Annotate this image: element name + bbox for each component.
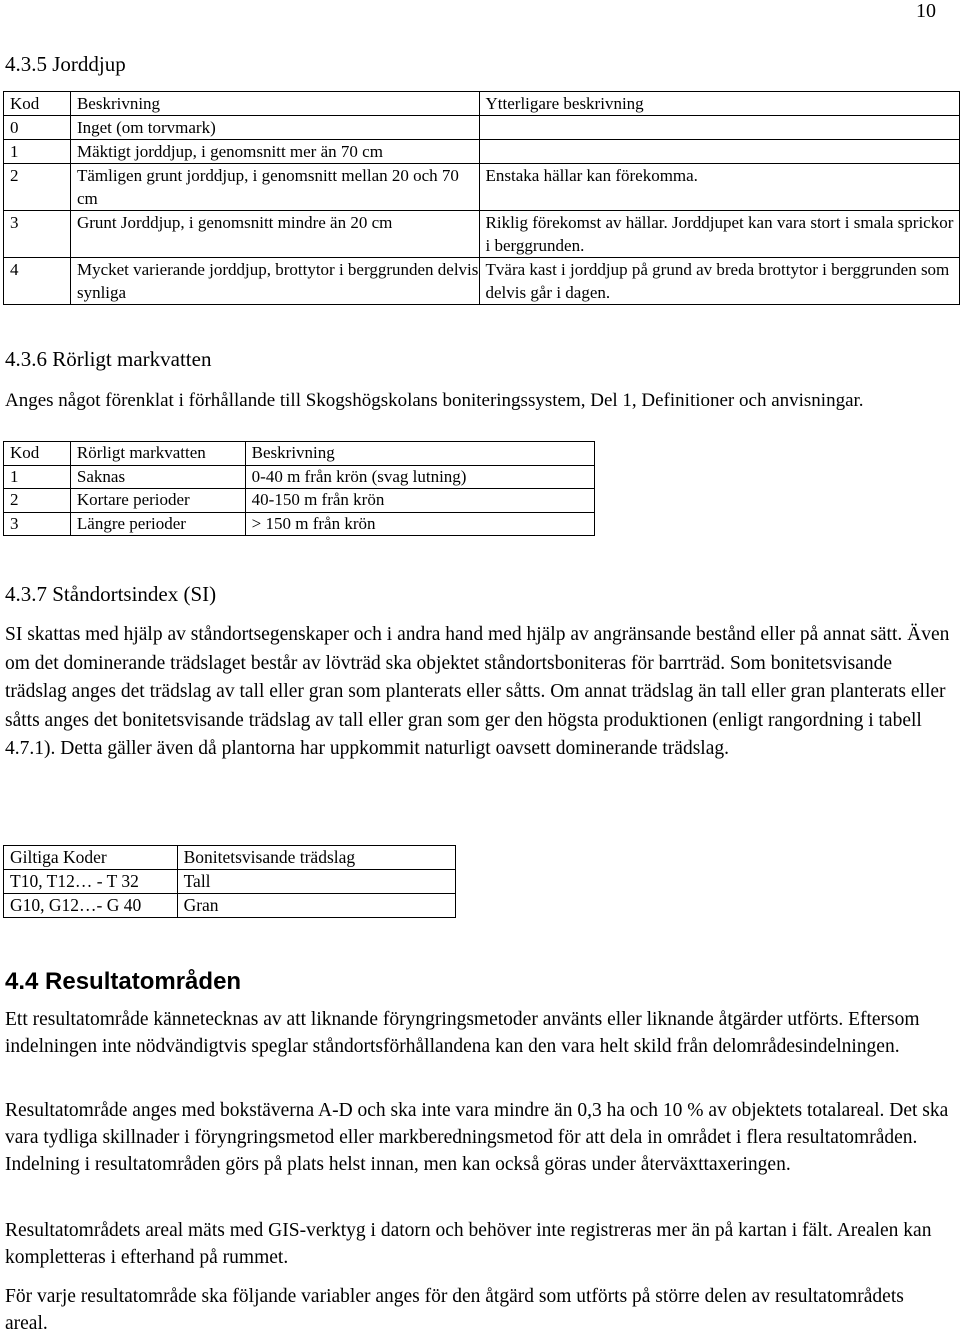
beskrivning-cell: > 150 m från krön: [245, 512, 594, 536]
markvatten-cell: Längre perioder: [70, 512, 245, 536]
beskrivning-cell: Mycket varierande jorddjup, brottytor i berggrunden delvis synliga: [70, 258, 479, 305]
header-cell: Giltiga Koder: [4, 846, 178, 870]
section-title-markvatten: 4.3.6 Rörligt markvatten: [5, 347, 212, 371]
page-number: 10: [916, 0, 936, 22]
kod-cell: 2: [4, 164, 71, 211]
header-cell: Kod: [4, 92, 71, 116]
beskrivning-cell: Tämligen grunt jorddjup, i genomsnitt mellan 20 och 70 cm: [70, 164, 479, 211]
ytterligare-cell: Riklig förekomst av hällar. Jorddjupet kan vara stort i smala sprickor i berggrunden.: [479, 211, 959, 258]
section-title-jorddjup: 4.3.5 Jorddjup: [5, 52, 126, 76]
table-row: [4, 258, 960, 305]
markvatten-cell: Saknas: [70, 465, 245, 489]
beskrivning-cell: Mäktigt jorddjup, i genomsnitt mer än 70 cm: [70, 140, 479, 164]
table-row: [4, 164, 960, 211]
kod-cell: 4: [4, 258, 71, 305]
kod-cell: 0: [4, 116, 71, 140]
beskrivning-cell: Grunt Jorddjup, i genomsnitt mindre än 20 cm: [70, 211, 479, 258]
header-cell: Bonitetsvisande trädslag: [177, 846, 455, 870]
tradslag-cell: Tall: [177, 870, 455, 894]
kod-cell: 2: [4, 489, 71, 513]
table-row: [4, 894, 456, 918]
tradslag-cell: Gran: [177, 894, 455, 918]
table-row: [4, 211, 960, 258]
kod-cell: 1: [4, 140, 71, 164]
beskrivning-cell: 0-40 m från krön (svag lutning): [245, 465, 594, 489]
bonitet-table: [3, 845, 456, 918]
resultat-paragraph-1: Ett resultatområde kännetecknas av att liknande föryngringsmetoder använts eller liknande åtgärder utförts. Eftersom indelningen inte nödvändigtvis speglar ståndortsförhållandena kan den vara helt skild från delområdesindelningen.: [5, 1009, 920, 1057]
resultat-paragraph-2: Resultatområde anges med bokstäverna A-D och ska inte vara mindre än 0,3 ha och 10 % av objektets totalareal. Det ska vara tydliga skillnader i föryngringsmetod eller markberedningsmetod för att dela in området i flera resultatområden. Indelning i resultatområden görs på plats helst innan, men kan också göras under återväxttaxeringen.: [5, 1100, 949, 1175]
header-cell: Ytterligare beskrivning: [479, 92, 959, 116]
ytterligare-cell: [479, 116, 959, 140]
markvatten-cell: Kortare perioder: [70, 489, 245, 513]
table-row: [4, 140, 960, 164]
kod-cell: 3: [4, 512, 71, 536]
ytterligare-cell: Enstaka hällar kan förekomma.: [479, 164, 959, 211]
header-cell: Kod: [4, 442, 71, 466]
header-cell: Rörligt markvatten: [70, 442, 245, 466]
kod-cell: 1: [4, 465, 71, 489]
resultat-paragraph-4: För varje resultatområde ska följande variabler anges för den åtgärd som utförts på större delen av resultatområdets areal.: [5, 1286, 904, 1334]
koder-cell: G10, G12…- G 40: [4, 894, 178, 918]
markvatten-intro: Anges något förenklat i förhållande till Skogshögskolans boniteringssystem, Del 1, Definitioner och anvisningar.: [5, 390, 864, 411]
ytterligare-cell: Tvära kast i jorddjup på grund av breda brottytor i berggrunden som delvis går i dagen.: [479, 258, 959, 305]
table-header-row: [4, 846, 456, 870]
beskrivning-cell: 40-150 m från krön: [245, 489, 594, 513]
resultat-paragraph-3: Resultatområdets areal mäts med GIS-verktyg i datorn och behöver inte registreras mer än på kartan i fält. Arealen kan kompletteras i efterhand på rummet.: [5, 1220, 932, 1268]
beskrivning-cell: Inget (om torvmark): [70, 116, 479, 140]
header-cell: Beskrivning: [245, 442, 594, 466]
jorddjup-table: [3, 91, 960, 305]
table-header-row: [4, 92, 960, 116]
table-row: [4, 512, 595, 536]
kod-cell: 3: [4, 211, 71, 258]
ytterligare-cell: [479, 140, 959, 164]
table-row: [4, 489, 595, 513]
table-row: [4, 870, 456, 894]
section-title-resultatomraden: 4.4 Resultatområden: [5, 968, 242, 995]
koder-cell: T10, T12… - T 32: [4, 870, 178, 894]
header-cell: Beskrivning: [70, 92, 479, 116]
table-row: [4, 116, 960, 140]
table-row: [4, 465, 595, 489]
standortsindex-body: SI skattas med hjälp av ståndortsegenskaper och i andra hand med hjälp av angränsande bestånd eller på annat sätt. Även om det dominerande trädslaget består av lövträd ska objektet ståndortsboniteras för barrträd. Som bonitetsvisande trädslag anges det trädslag av tall eller gran som planterats eller såtts. Om annat trädslag än tall eller gran planterats eller såtts anges det bonitetsvisande trädslag av tall eller gran som ger den högsta produktionen (enligt rangordning i tabell 4.7.1). Detta gäller även då plantorna har uppkommit naturligt oavsett dominerande trädslag.: [5, 624, 950, 759]
section-title-standortsindex: 4.3.7 Ståndortsindex (SI): [5, 582, 217, 606]
table-header-row: [4, 442, 595, 466]
markvatten-table: [3, 441, 595, 536]
